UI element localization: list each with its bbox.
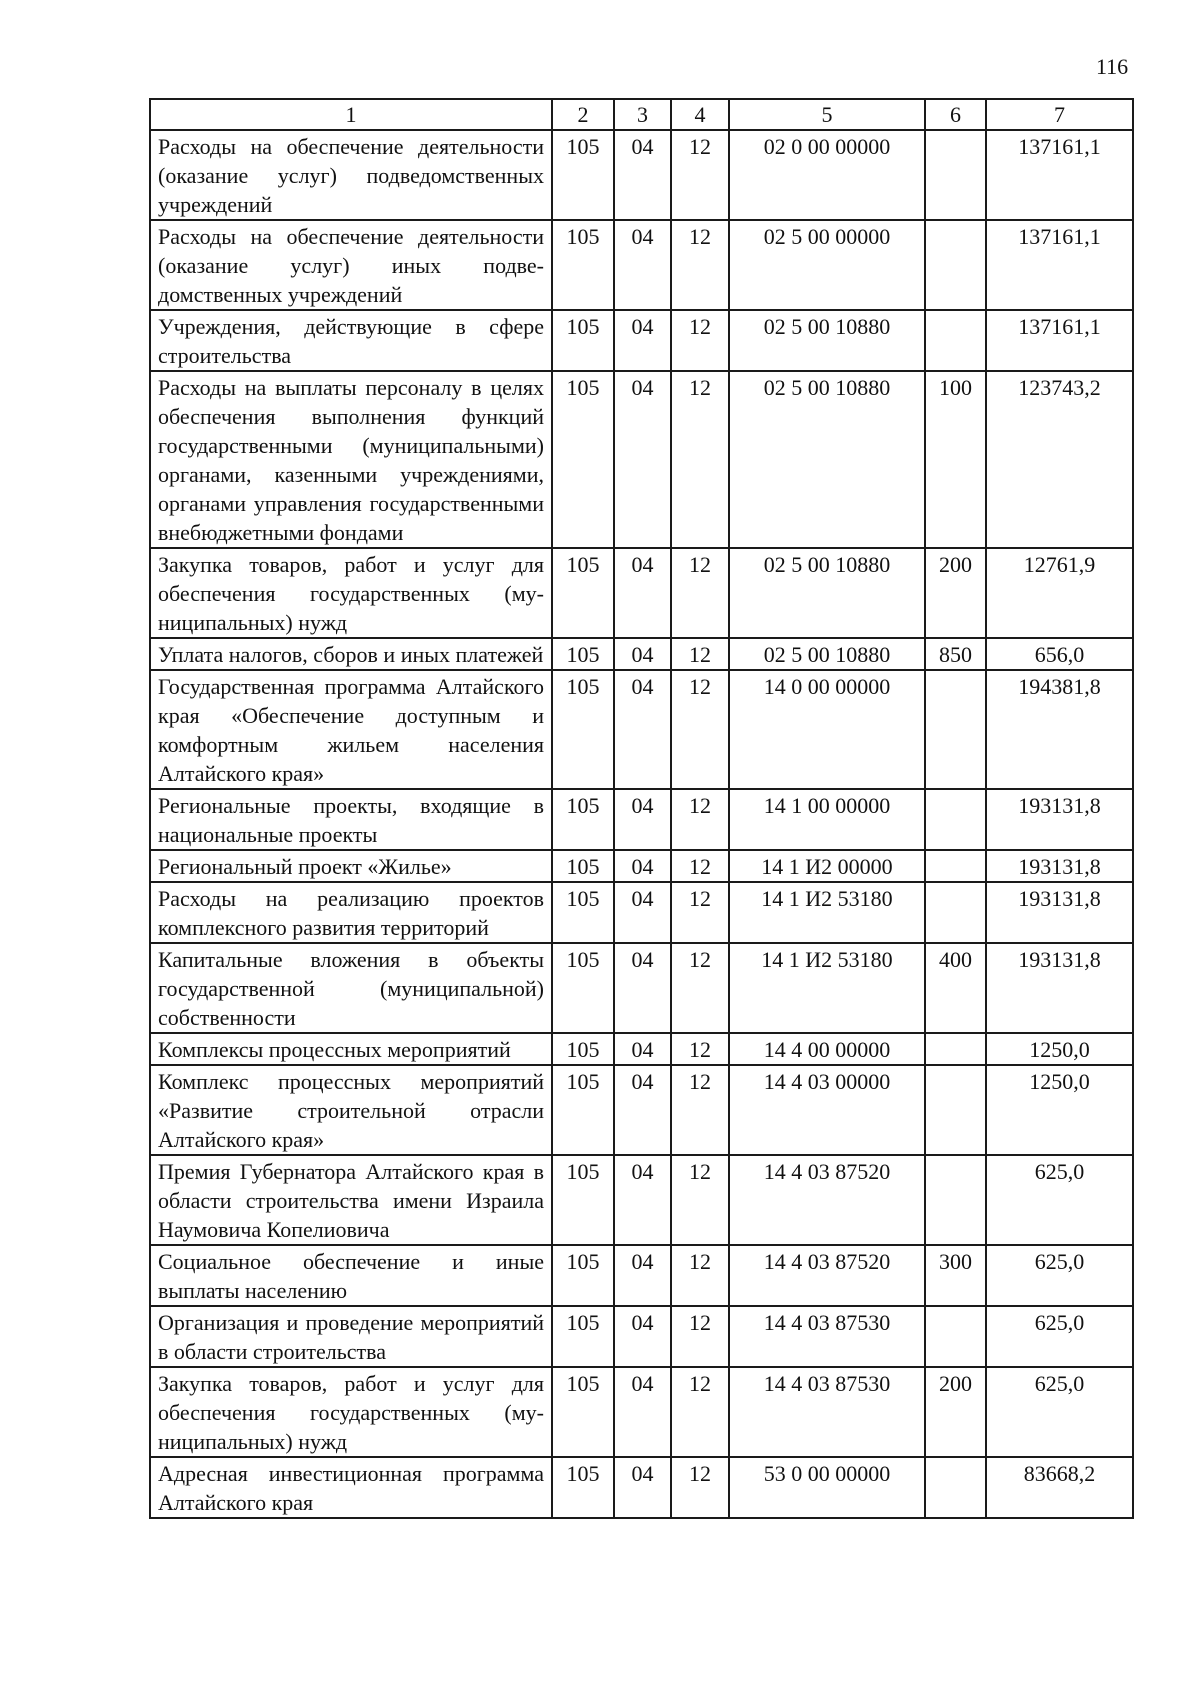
header-row — [150, 99, 1133, 130]
ministry-code-cell: 105 — [552, 670, 614, 789]
ministry-code-cell: 105 — [552, 850, 614, 882]
row-name-cell: Комплекс процессных мероприятий «Развитие строительной отрасли Алтайского края» — [150, 1065, 552, 1155]
subsection-code-cell: 12 — [671, 310, 729, 371]
section-code-cell: 04 — [614, 1155, 671, 1245]
table-row — [150, 1033, 1133, 1065]
section-code-cell: 04 — [614, 943, 671, 1033]
section-code-cell: 04 — [614, 1367, 671, 1457]
row-name-cell: Премия Губернатора Алтайского края в области строительства имени Израила Наумовича Копелиовича — [150, 1155, 552, 1245]
subsection-code-cell: 12 — [671, 670, 729, 789]
section-code-cell: 04 — [614, 1245, 671, 1306]
subsection-code-cell: 12 — [671, 1457, 729, 1518]
row-name-cell: Региональный проект «Жилье» — [150, 850, 552, 882]
column-header: 7 — [986, 99, 1133, 130]
column-header: 5 — [729, 99, 925, 130]
expense-type-code-cell — [925, 1155, 986, 1245]
row-name-cell: Региональные проекты, входящие в национальные проекты — [150, 789, 552, 850]
subsection-code-cell: 12 — [671, 371, 729, 548]
amount-cell: 625,0 — [986, 1155, 1133, 1245]
expense-type-code-cell — [925, 670, 986, 789]
table-row — [150, 130, 1133, 220]
subsection-code-cell: 12 — [671, 1155, 729, 1245]
row-name-cell: Закупка товаров, работ и услуг для обеспечения государственных (муниципальных) нужд — [150, 1367, 552, 1457]
expense-type-code-cell — [925, 882, 986, 943]
ministry-code-cell: 105 — [552, 371, 614, 548]
section-code-cell: 04 — [614, 1065, 671, 1155]
section-code-cell: 04 — [614, 882, 671, 943]
table-row — [150, 1065, 1133, 1155]
amount-cell: 625,0 — [986, 1306, 1133, 1367]
table-row — [150, 220, 1133, 310]
table-row — [150, 1367, 1133, 1457]
row-name-cell: Социальное обеспечение и иные выплаты населению — [150, 1245, 552, 1306]
expense-type-code-cell — [925, 1065, 986, 1155]
row-name-cell: Государственная программа Алтайского края «Обеспечение доступным и комфортным жильем населения Алтайского края» — [150, 670, 552, 789]
subsection-code-cell: 12 — [671, 1065, 729, 1155]
section-code-cell: 04 — [614, 638, 671, 670]
amount-cell: 193131,8 — [986, 850, 1133, 882]
ministry-code-cell: 105 — [552, 130, 614, 220]
amount-cell: 193131,8 — [986, 943, 1133, 1033]
row-name-cell: Капитальные вложения в объекты государственной (муниципальной) собственности — [150, 943, 552, 1033]
column-header: 6 — [925, 99, 986, 130]
subsection-code-cell: 12 — [671, 943, 729, 1033]
expense-type-code-cell: 850 — [925, 638, 986, 670]
section-code-cell: 04 — [614, 1457, 671, 1518]
subsection-code-cell: 12 — [671, 638, 729, 670]
target-item-code-cell: 02 5 00 10880 — [729, 638, 925, 670]
section-code-cell: 04 — [614, 1033, 671, 1065]
target-item-code-cell: 14 1 И2 53180 — [729, 943, 925, 1033]
subsection-code-cell: 12 — [671, 1367, 729, 1457]
ministry-code-cell: 105 — [552, 1033, 614, 1065]
amount-cell: 193131,8 — [986, 789, 1133, 850]
row-name-cell: Расходы на обеспечение деятельности (оказание услуг) подведомственных учреждений — [150, 130, 552, 220]
expense-type-code-cell — [925, 310, 986, 371]
table-row — [150, 548, 1133, 638]
ministry-code-cell: 105 — [552, 1065, 614, 1155]
ministry-code-cell: 105 — [552, 1367, 614, 1457]
target-item-code-cell: 14 1 00 00000 — [729, 789, 925, 850]
section-code-cell: 04 — [614, 789, 671, 850]
target-item-code-cell: 02 5 00 00000 — [729, 220, 925, 310]
page-number: 116 — [1096, 54, 1129, 79]
expense-type-code-cell: 200 — [925, 548, 986, 638]
amount-cell: 625,0 — [986, 1367, 1133, 1457]
row-name-cell: Уплата налогов, сборов и иных платежей — [150, 638, 552, 670]
target-item-code-cell: 14 4 03 87530 — [729, 1367, 925, 1457]
table-row — [150, 1245, 1133, 1306]
subsection-code-cell: 12 — [671, 1033, 729, 1065]
subsection-code-cell: 12 — [671, 220, 729, 310]
amount-cell: 656,0 — [986, 638, 1133, 670]
expense-type-code-cell — [925, 1033, 986, 1065]
table-row — [150, 670, 1133, 789]
target-item-code-cell: 14 4 03 87520 — [729, 1155, 925, 1245]
target-item-code-cell: 02 5 00 10880 — [729, 548, 925, 638]
table-row — [150, 1457, 1133, 1518]
row-name-cell: Организация и проведение мероприятий в области строительства — [150, 1306, 552, 1367]
ministry-code-cell: 105 — [552, 220, 614, 310]
ministry-code-cell: 105 — [552, 1245, 614, 1306]
amount-cell: 123743,2 — [986, 371, 1133, 548]
expense-type-code-cell — [925, 789, 986, 850]
amount-cell: 194381,8 — [986, 670, 1133, 789]
section-code-cell: 04 — [614, 220, 671, 310]
table-row — [150, 638, 1133, 670]
table-row — [150, 310, 1133, 371]
amount-cell: 137161,1 — [986, 310, 1133, 371]
target-item-code-cell: 14 1 И2 00000 — [729, 850, 925, 882]
row-name-cell: Расходы на реализацию проектов комплексного развития территорий — [150, 882, 552, 943]
column-header: 2 — [552, 99, 614, 130]
target-item-code-cell: 14 0 00 00000 — [729, 670, 925, 789]
section-code-cell: 04 — [614, 850, 671, 882]
ministry-code-cell: 105 — [552, 310, 614, 371]
column-header: 4 — [671, 99, 729, 130]
target-item-code-cell: 14 1 И2 53180 — [729, 882, 925, 943]
target-item-code-cell: 53 0 00 00000 — [729, 1457, 925, 1518]
amount-cell: 137161,1 — [986, 220, 1133, 310]
ministry-code-cell: 105 — [552, 638, 614, 670]
expense-type-code-cell: 400 — [925, 943, 986, 1033]
amount-cell: 625,0 — [986, 1245, 1133, 1306]
expense-type-code-cell: 300 — [925, 1245, 986, 1306]
amount-cell: 1250,0 — [986, 1065, 1133, 1155]
target-item-code-cell: 02 0 00 00000 — [729, 130, 925, 220]
row-name-cell: Адресная инвестиционная программа Алтайского края — [150, 1457, 552, 1518]
row-name-cell: Закупка товаров, работ и услуг для обеспечения государственных (муниципальных) нужд — [150, 548, 552, 638]
expense-type-code-cell — [925, 130, 986, 220]
table-row — [150, 789, 1133, 850]
table-row — [150, 943, 1133, 1033]
section-code-cell: 04 — [614, 548, 671, 638]
ministry-code-cell: 105 — [552, 548, 614, 638]
expense-type-code-cell: 100 — [925, 371, 986, 548]
ministry-code-cell: 105 — [552, 1306, 614, 1367]
table-body — [150, 130, 1133, 1518]
subsection-code-cell: 12 — [671, 850, 729, 882]
expense-type-code-cell — [925, 220, 986, 310]
table-row — [150, 882, 1133, 943]
expense-type-code-cell: 200 — [925, 1367, 986, 1457]
ministry-code-cell: 105 — [552, 882, 614, 943]
table-row — [150, 850, 1133, 882]
table-row — [150, 1155, 1133, 1245]
target-item-code-cell: 02 5 00 10880 — [729, 310, 925, 371]
ministry-code-cell: 105 — [552, 943, 614, 1033]
expense-type-code-cell — [925, 1306, 986, 1367]
target-item-code-cell: 14 4 03 00000 — [729, 1065, 925, 1155]
row-name-cell: Учреждения, действующие в сфере строительства — [150, 310, 552, 371]
column-header: 3 — [614, 99, 671, 130]
column-header: 1 — [150, 99, 552, 130]
target-item-code-cell: 14 4 00 00000 — [729, 1033, 925, 1065]
amount-cell: 12761,9 — [986, 548, 1133, 638]
subsection-code-cell: 12 — [671, 548, 729, 638]
subsection-code-cell: 12 — [671, 789, 729, 850]
section-code-cell: 04 — [614, 1306, 671, 1367]
section-code-cell: 04 — [614, 371, 671, 548]
amount-cell: 137161,1 — [986, 130, 1133, 220]
section-code-cell: 04 — [614, 130, 671, 220]
section-code-cell: 04 — [614, 670, 671, 789]
amount-cell: 193131,8 — [986, 882, 1133, 943]
ministry-code-cell: 105 — [552, 1457, 614, 1518]
budget-table — [149, 98, 1134, 1519]
ministry-code-cell: 105 — [552, 789, 614, 850]
subsection-code-cell: 12 — [671, 882, 729, 943]
expense-type-code-cell — [925, 850, 986, 882]
section-code-cell: 04 — [614, 310, 671, 371]
subsection-code-cell: 12 — [671, 1306, 729, 1367]
target-item-code-cell: 14 4 03 87530 — [729, 1306, 925, 1367]
subsection-code-cell: 12 — [671, 1245, 729, 1306]
subsection-code-cell: 12 — [671, 130, 729, 220]
ministry-code-cell: 105 — [552, 1155, 614, 1245]
target-item-code-cell: 14 4 03 87520 — [729, 1245, 925, 1306]
expense-type-code-cell — [925, 1457, 986, 1518]
target-item-code-cell: 02 5 00 10880 — [729, 371, 925, 548]
table-row — [150, 1306, 1133, 1367]
row-name-cell: Комплексы процессных мероприятий — [150, 1033, 552, 1065]
amount-cell: 83668,2 — [986, 1457, 1133, 1518]
row-name-cell: Расходы на выплаты персоналу в целях обеспечения выполнения функций государственными (муниципальными) органами, казенными учреждениями, органами управления государственными внебюджетными фондами — [150, 371, 552, 548]
amount-cell: 1250,0 — [986, 1033, 1133, 1065]
row-name-cell: Расходы на обеспечение деятельности (оказание услуг) иных подведомственных учреждений — [150, 220, 552, 310]
table-row — [150, 371, 1133, 548]
